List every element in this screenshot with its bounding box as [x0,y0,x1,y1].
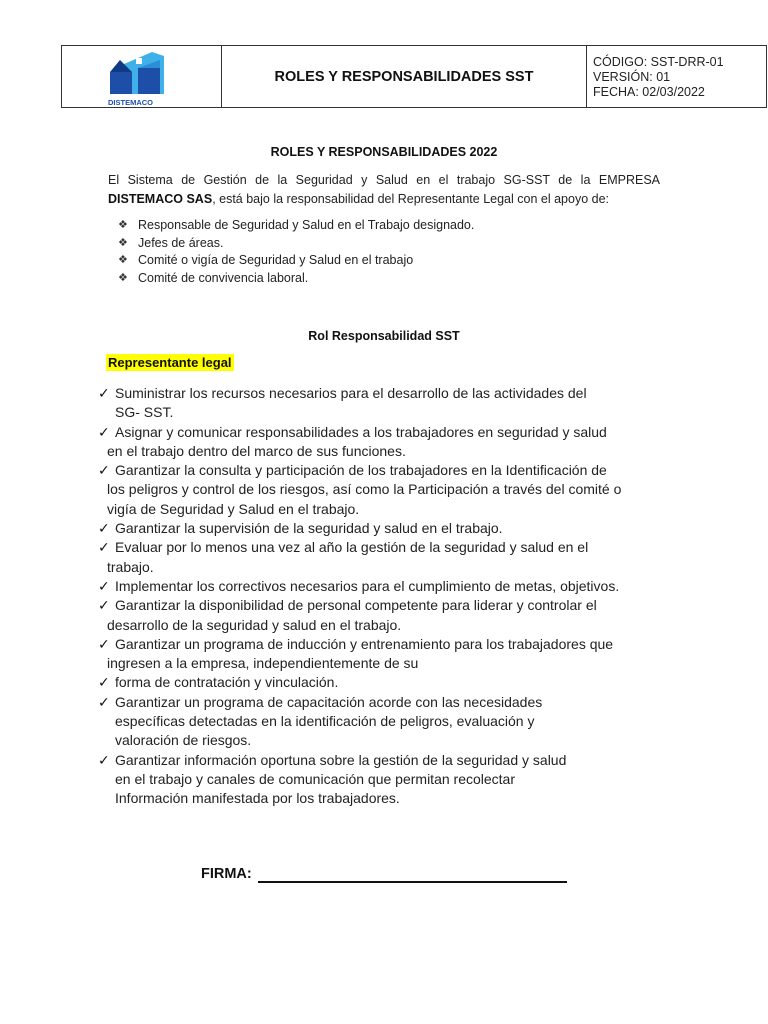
list-item: ❖ Responsable de Seguridad y Salud en el Trabajo designado. [118,217,474,235]
role-label-highlight: Representante legal [108,355,232,370]
bullet-diamond-icon: ❖ [118,236,128,249]
bullet-diamond-icon: ❖ [118,254,128,266]
checkmark-icon: ✓ [98,577,110,594]
logo-cell [62,46,222,107]
checkmark-icon: ✓ [98,693,110,710]
list-item: ✓ Garantizar información oportuna sobre la gestión de la seguridad y salud en el trabajo y canales de comunicación que permitan recolectar Información manifestada por los trabajadores. [98,751,567,807]
list-item: ✓ Garantizar un programa de capacitación acorde con las necesidades específicas detectadas en la identificación de peligros, evaluación y valoración de riesgos. [98,693,543,749]
list-item: ✓ Garantizar la consulta y participación de los trabajadores en la Identificación de los peligros y control de los riesgos, así como la Participación a través del comité o vigía de Seguridad y Salud en el trabajo. [98,462,622,517]
list-item: ✓ Implementar los correctivos necesarios para el cumplimiento de metas, objetivos. [98,577,660,596]
checkmark-icon: ✓ [98,462,110,479]
checkmark-icon: ✓ [98,520,110,537]
list-item: ❖ Comité de convivencia laboral. [118,270,474,288]
list-item: ❖ Comité o vigía de Seguridad y Salud en el trabajo [118,252,474,270]
checkmark-icon: ✓ [98,423,110,440]
responsibility-list [98,384,660,809]
checkmark-icon: ✓ [98,597,110,614]
company-logo-icon [102,50,182,108]
document-header [61,45,767,108]
checkmark-icon: ✓ [98,539,110,556]
intro-company-name: DISTEMACO SAS [108,192,213,206]
list-item: ✓ Suministrar los recursos necesarios para el desarrollo de las actividades del SG- SST. [98,385,587,421]
svg-text:DISTEMACO: DISTEMACO [108,98,153,107]
bullet-diamond-icon: ❖ [118,219,128,231]
list-item: ✓ Garantizar la supervisión de la seguridad y salud en el trabajo. [98,519,660,538]
section-title-role: Rol Responsabilidad SST [308,329,460,343]
list-item: ✓ Garantizar un programa de inducción y entrenamiento para los trabajadores que ingresen a la empresa, independientemente de su [98,635,614,672]
checkmark-icon: ✓ [98,751,110,768]
bullet-diamond-icon: ❖ [118,271,128,284]
signature-label: FIRMA: [201,866,252,882]
document-meta [587,46,766,107]
document-title: ROLES Y RESPONSABILIDADES SST [222,46,587,107]
support-list [118,217,474,287]
section-title-roles: ROLES Y RESPONSABILIDADES 2022 [270,145,498,159]
list-item: ✓ Evaluar por lo menos una vez al año la gestión de la seguridad y salud en el trabajo. [98,539,589,575]
checkmark-icon: ✓ [98,635,110,652]
document-version: VERSIÓN: 01 [593,70,671,84]
list-item: ✓ Garantizar la disponibilidad de personal competente para liderar y controlar el desarrollo de la seguridad y salud en el trabajo. [98,597,597,633]
checkmark-icon: ✓ [98,674,110,691]
intro-paragraph [108,171,660,209]
intro-text-start: El Sistema de Gestión de la Seguridad y Salud en el trabajo SG-SST de la EMPRESA [108,173,660,187]
document-code: CÓDIGO: SST-DRR-01 [593,55,724,69]
checkmark-icon: ✓ [98,385,110,401]
list-item: ❖ Jefes de áreas. [118,235,474,253]
list-item: ✓ Asignar y comunicar responsabilidades a los trabajadores en seguridad y salud en el trabajo dentro del marco de sus funciones. [98,423,607,459]
intro-text-end: , está bajo la responsabilidad del Representante Legal con el apoyo de: [212,192,609,206]
signature-line [258,881,567,883]
list-item: ✓ forma de contratación y vinculación. [98,673,660,692]
document-date: FECHA: 02/03/2022 [593,85,705,99]
